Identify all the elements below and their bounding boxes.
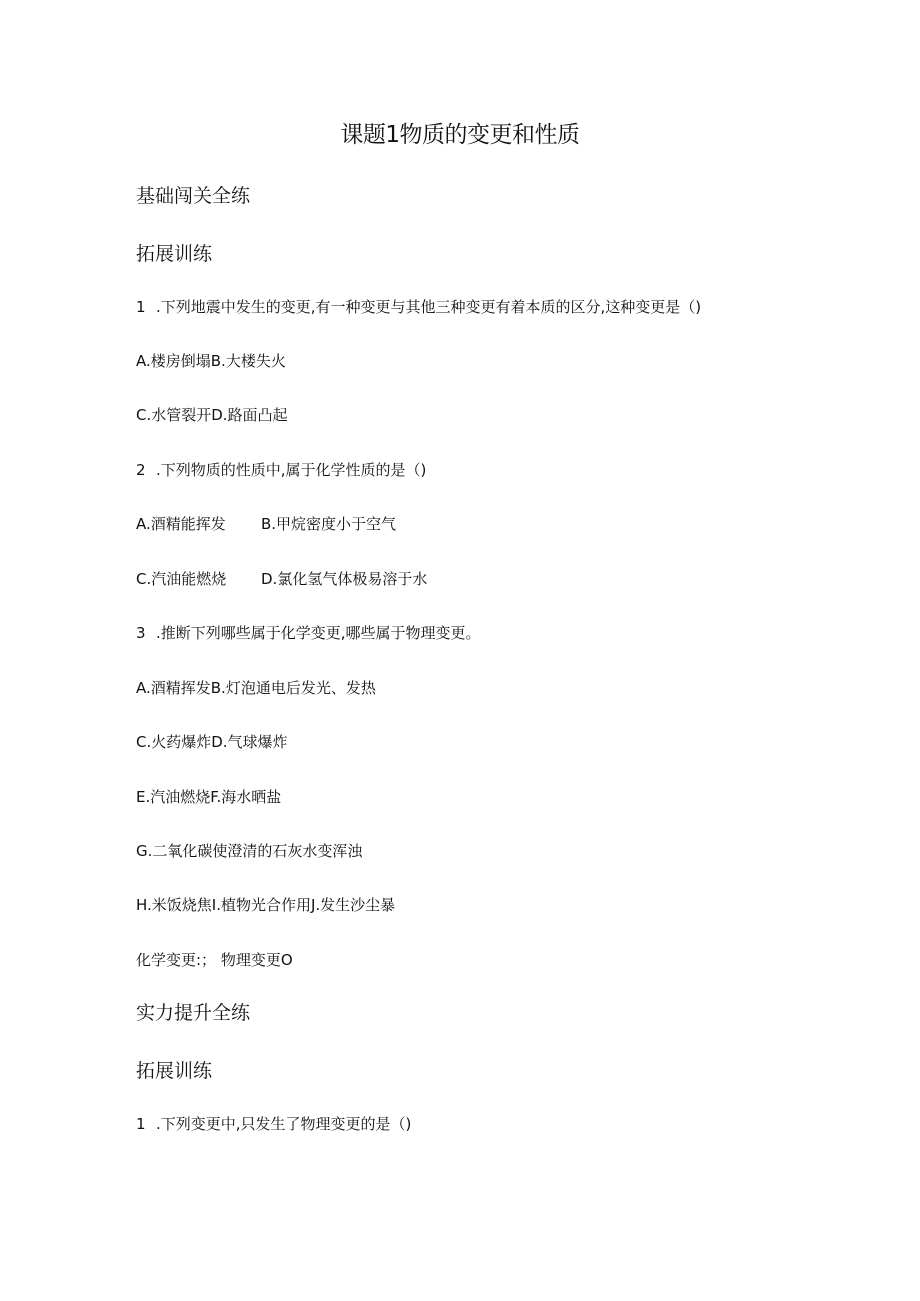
question-2	[136, 460, 426, 480]
question-2-options-cd	[136, 569, 427, 589]
question-text: .下列物质的性质中,属于化学性质的是（)	[156, 461, 427, 479]
question-text: .下列地震中发生的变更,有一种变更与其他三种变更有着本质的区分,这种变更是（)	[156, 298, 702, 316]
section-heading-basic: 基础闯关全练	[136, 185, 251, 207]
question-3-options-ef: E.汽油燃烧F.海水晒盐	[136, 788, 282, 806]
section-subheading-extension-2: 拓展训练	[136, 1060, 213, 1082]
question-number: 2	[136, 461, 146, 479]
question-3-options-cd: C.火药爆炸D.气球爆炸	[136, 733, 288, 751]
question-1-options-ab: A.楼房倒塌B.大楼失火	[136, 352, 286, 370]
question-number: 1	[136, 1115, 146, 1133]
question-3-options-ab: A.酒精挥发B.灯泡通电后发光、发热	[136, 679, 376, 697]
option-b: B.甲烷密度小于空气	[261, 515, 397, 533]
question-text: .下列变更中,只发生了物理变更的是（)	[156, 1115, 412, 1133]
question-1-options-cd: C.水管裂开D.路面凸起	[136, 406, 288, 424]
question-number: 3	[136, 624, 146, 642]
option-c: C.汽油能燃烧	[136, 570, 227, 588]
option-a: A.酒精能挥发	[136, 515, 226, 533]
question-2-options-ab	[136, 514, 396, 534]
page-title: 课题1物质的变更和性质	[340, 122, 580, 148]
question-text: .推断下列哪些属于化学变更,哪些属于物理变更。	[156, 624, 481, 642]
section-heading-ability: 实力提升全练	[136, 1002, 251, 1024]
question-3	[136, 623, 481, 643]
section-subheading-extension: 拓展训练	[136, 243, 213, 265]
option-d: D.氯化氢气体极易溶于水	[261, 570, 428, 588]
question-number: 1	[136, 298, 146, 316]
question-3-option-g: G.二氧化碳使澄清的石灰水变浑浊	[136, 842, 363, 860]
question-1	[136, 297, 701, 317]
question-1-section-2	[136, 1114, 411, 1134]
question-3-options-hij: H.米饭烧焦I.植物光合作用J.发生沙尘暴	[136, 896, 396, 914]
question-3-answer-line: 化学变更:； 物理变更O	[136, 951, 293, 969]
